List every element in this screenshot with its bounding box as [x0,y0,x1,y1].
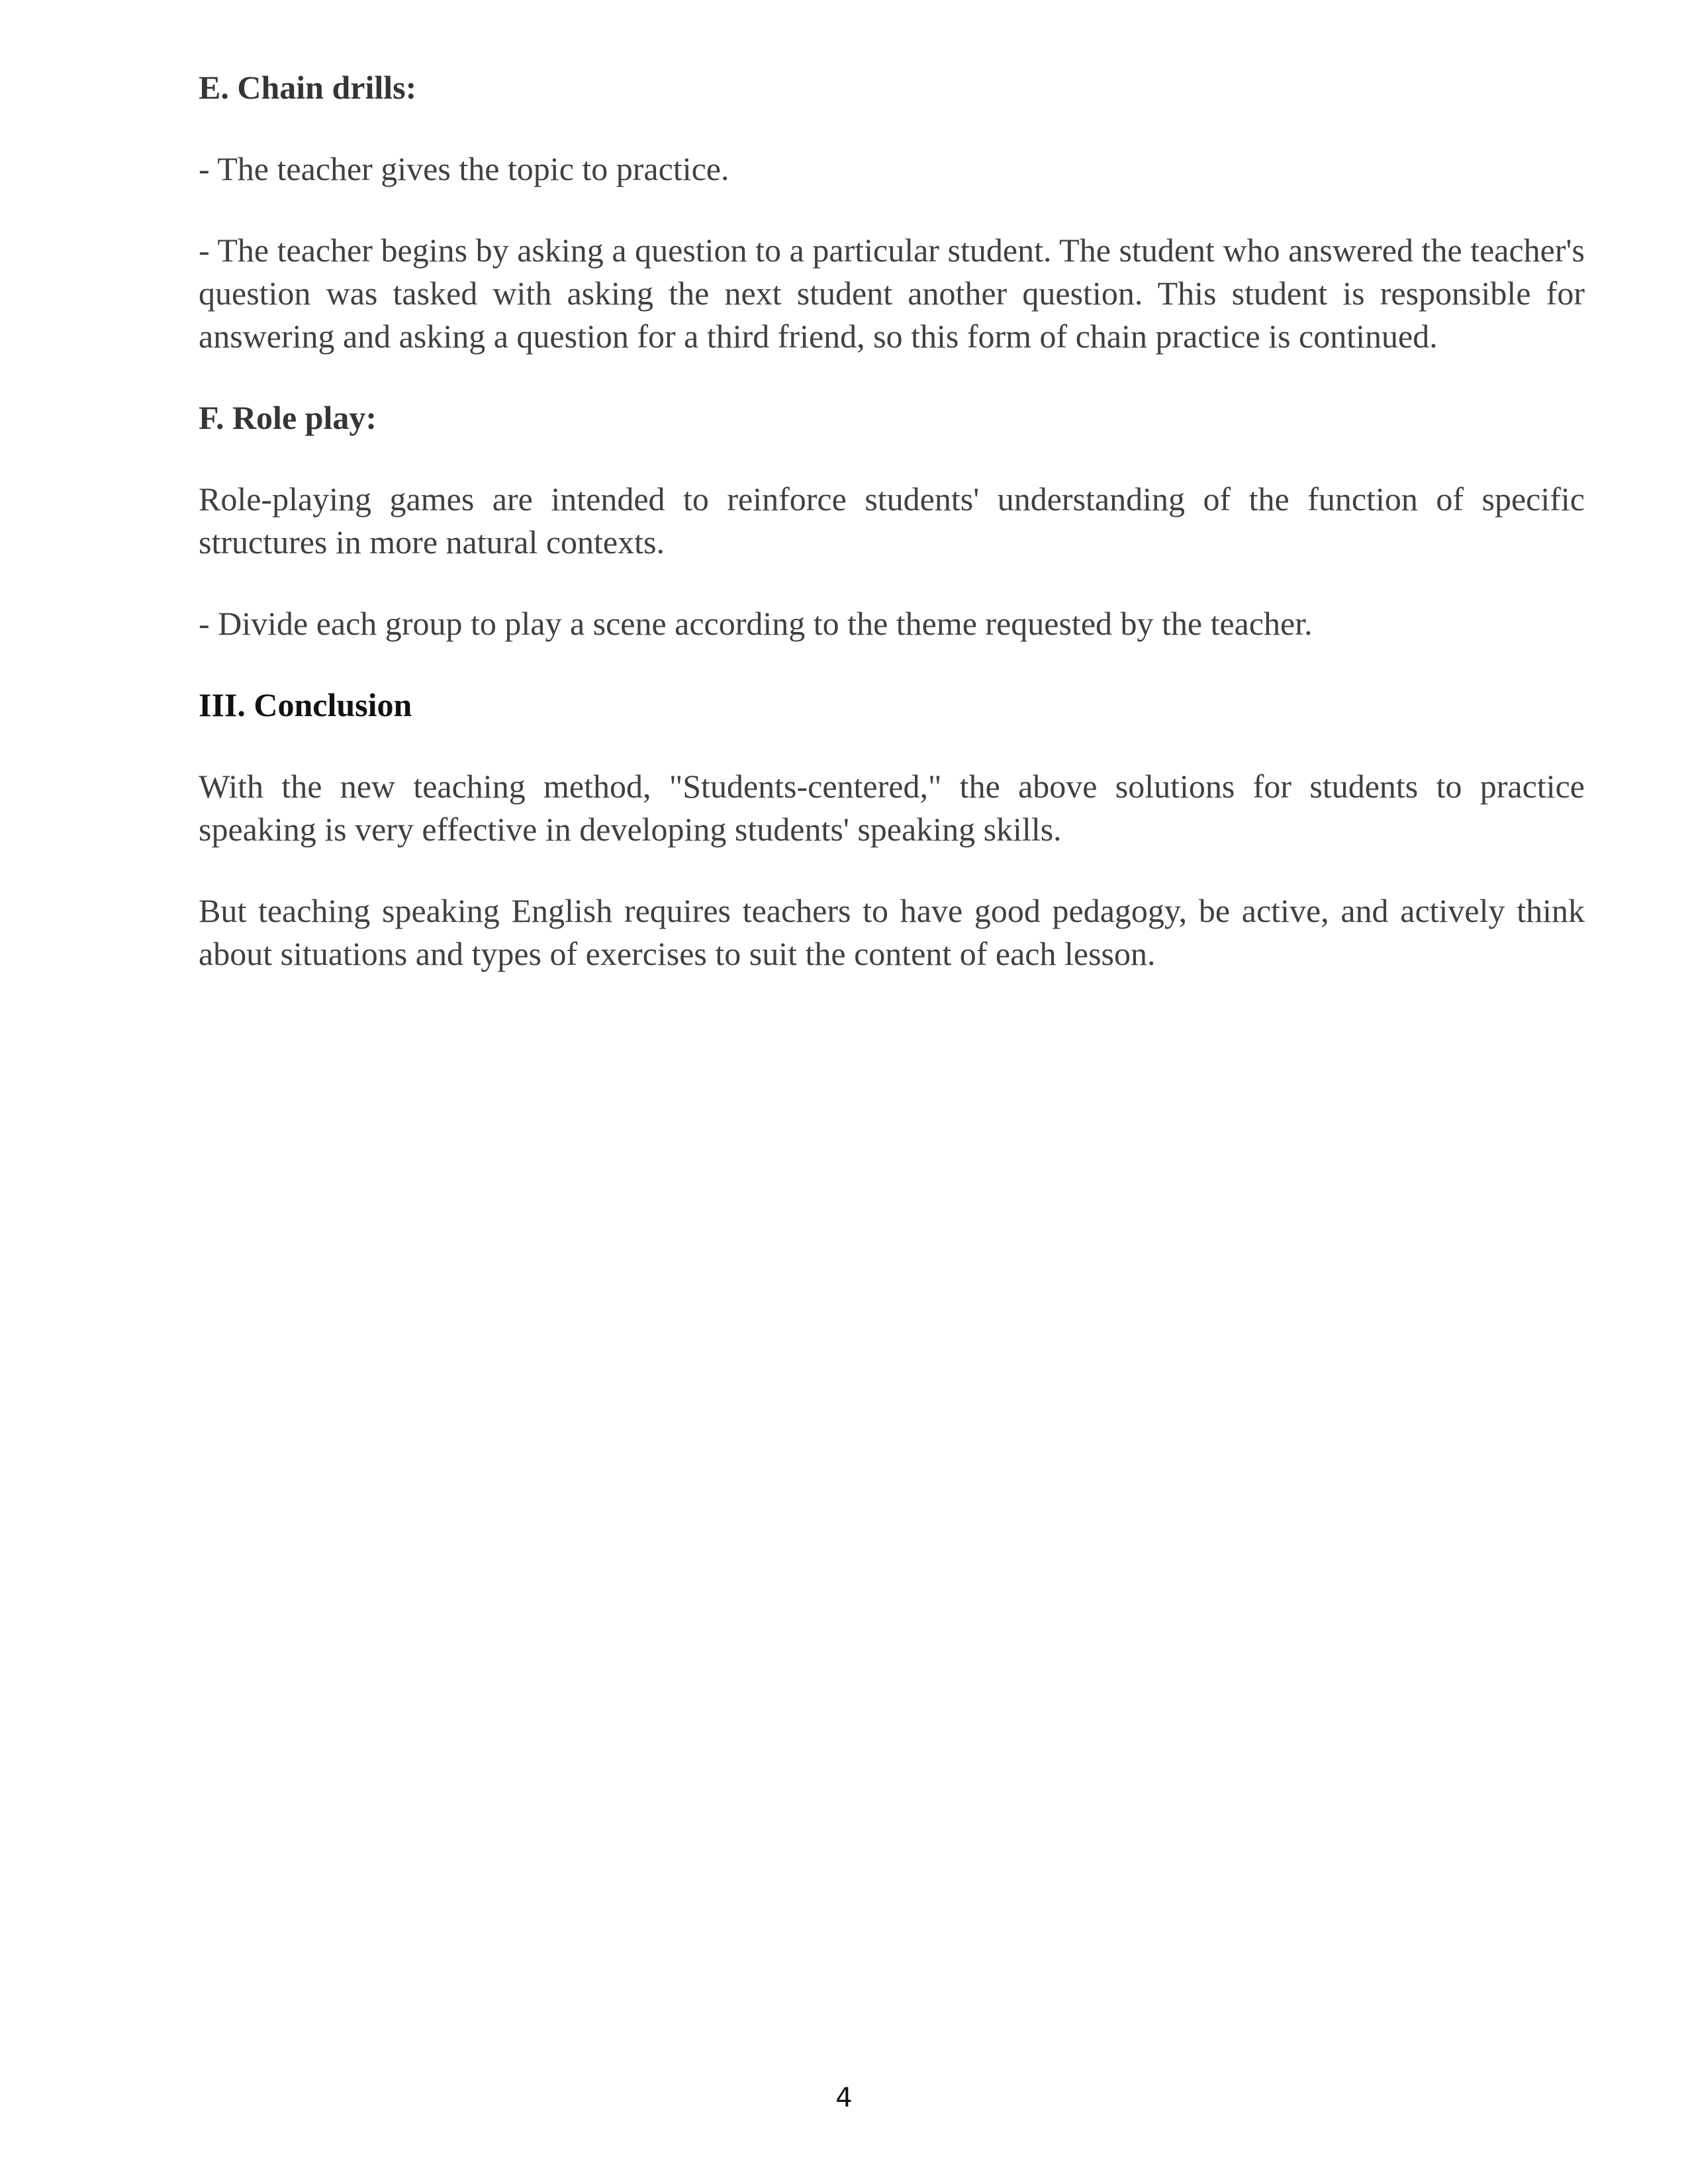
paragraph: Role-playing games are intended to reinforce students' understanding of the function of specific structures in more natural contexts. [199,480,1585,561]
section-chain-drills [199,66,1585,358]
paragraph: - The teacher begins by asking a question to a particular student. The student who answered the teacher's question was tasked with asking the next student another question. This student is responsible for answering and asking a question for a third friend, so this form of chain practice is continued. [199,232,1585,355]
section-heading-conclusion: III. Conclusion [199,686,412,723]
section-role-play [199,396,1585,645]
section-heading-chain-drills: E. Chain drills: [199,69,417,106]
paragraph: But teaching speaking English requires teachers to have good pedagogy, be active, and actively think about situations and types of exercises to suit the content of each lesson. [199,892,1585,972]
paragraph: With the new teaching method, "Students-centered," the above solutions for students to practice speaking is very effective in developing students' speaking skills. [199,768,1585,848]
document-body [199,66,1585,1014]
page-number: 4 [835,2083,853,2113]
section-heading-role-play: F. Role play: [199,399,377,436]
paragraph: - Divide each group to play a scene according to the theme requested by the teacher. [199,605,1313,642]
paragraph: - The teacher gives the topic to practice. [199,150,729,187]
section-conclusion [199,684,1585,976]
